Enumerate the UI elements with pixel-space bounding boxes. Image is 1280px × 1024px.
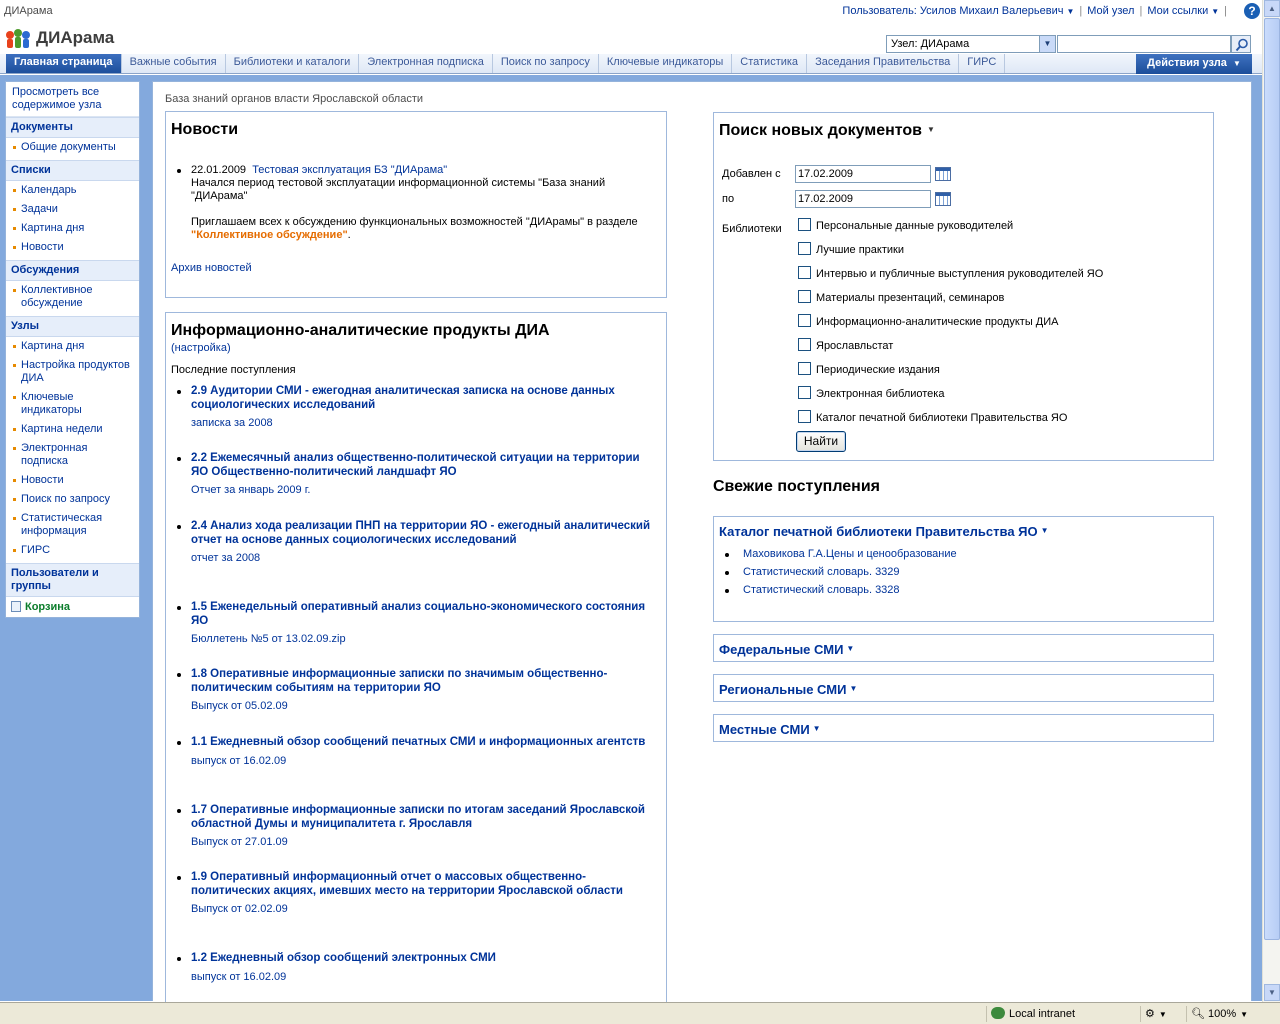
chevron-down-icon: ▼ — [1158, 1010, 1167, 1019]
library-checkbox[interactable] — [798, 290, 811, 303]
product-file-link[interactable]: записка за 2008 — [191, 417, 273, 429]
catalog-item-label: Статистический словарь. 3329 — [743, 566, 900, 578]
library-checkbox-row — [798, 362, 940, 378]
tab-query-search[interactable]: Поиск по запросу — [493, 54, 599, 73]
vertical-scrollbar[interactable] — [1262, 0, 1280, 1002]
library-checkbox[interactable] — [798, 410, 811, 423]
product-file-link[interactable]: Выпуск от 02.02.09 — [191, 903, 288, 915]
nav-header-discussions[interactable]: Обсуждения — [6, 260, 139, 281]
nav-item-site-statistics[interactable] — [6, 509, 139, 541]
regional-media-title-text: Региональные СМИ — [719, 682, 847, 697]
local-media-title-text: Местные СМИ — [719, 722, 810, 737]
library-label: Материалы презентаций, семинаров — [816, 292, 1005, 304]
product-file-link[interactable]: Отчет за январь 2009 г. — [191, 484, 311, 496]
nav-item-label: Задачи — [21, 203, 58, 215]
bullet-icon — [13, 227, 16, 230]
product-item — [191, 952, 656, 983]
chevron-down-icon[interactable]: ▼ — [1039, 36, 1055, 52]
site-actions-label: Действия узла — [1147, 57, 1227, 69]
top-navigation — [0, 54, 1262, 74]
tab-girs[interactable]: ГИРС — [959, 54, 1005, 73]
search-input[interactable] — [1057, 35, 1231, 53]
library-label: Каталог печатной библиотеки Правительства ЯО — [816, 412, 1068, 424]
news-body-2 — [191, 216, 656, 242]
recycle-bin-icon — [11, 601, 21, 612]
product-item — [191, 520, 656, 564]
catalog-item-link[interactable] — [743, 566, 900, 578]
nav-item-site-dia-settings[interactable] — [6, 356, 139, 388]
bullet-icon — [13, 208, 16, 211]
nav-item-label: Картина недели — [21, 423, 103, 435]
library-label: Электронная библиотека — [816, 388, 945, 400]
products-webpart — [165, 312, 667, 1012]
library-checkbox[interactable] — [798, 386, 811, 399]
nav-item-label: Электронная подписка — [21, 442, 88, 467]
library-checkbox-row — [798, 386, 944, 402]
bullet-icon — [13, 428, 16, 431]
news-headline-link[interactable]: Тестовая эксплуатация БЗ "ДИАрама" — [252, 164, 448, 176]
bullet-icon — [725, 571, 729, 575]
product-file-link[interactable]: отчет за 2008 — [191, 552, 261, 564]
chevron-down-icon: ▼ — [1232, 59, 1241, 68]
federal-media-title[interactable] — [719, 642, 854, 657]
library-checkbox-row — [798, 314, 1058, 330]
library-checkbox-row — [798, 218, 1013, 234]
separator: | — [1139, 5, 1143, 17]
nav-header-people-groups[interactable]: Пользователи и группы — [6, 563, 139, 596]
site-title[interactable]: ДИАрама — [36, 28, 115, 47]
catalog-title-text: Каталог печатной библиотеки Правительства ЯО — [719, 524, 1038, 539]
news-body-2-end: . — [347, 229, 351, 241]
product-title-link[interactable]: 2.2 Ежемесячный анализ общественно-политической ситуации на территории ЯО Общественно-политический ландшафт ЯО — [191, 452, 640, 478]
nav-item-site-news[interactable] — [6, 471, 139, 490]
gear-icon: ⚙ — [1145, 1008, 1155, 1020]
top-bar — [0, 0, 1262, 24]
zoom-icon: 🔍︎ — [1191, 1008, 1205, 1020]
tab-e-subscription[interactable]: Электронная подписка — [359, 54, 493, 73]
breadcrumb: База знаний органов власти Ярославской области — [165, 93, 424, 105]
nav-header-sites[interactable]: Узлы — [6, 316, 139, 337]
bullet-icon — [177, 457, 181, 461]
nav-item-news[interactable] — [6, 238, 139, 257]
page-frame — [0, 75, 1262, 1001]
search-icon — [1235, 38, 1249, 52]
bullet-icon — [13, 189, 16, 192]
product-title-link[interactable]: 2.4 Анализ хода реализации ПНП на территории ЯО - ежегодный аналитический отчет на основе данных социологических исследований — [191, 520, 651, 546]
zoom-control[interactable] — [1186, 1006, 1262, 1022]
catalog-item-label: Маховикова Г.А.Цены и ценообразование — [743, 548, 957, 560]
nav-item-calendar[interactable] — [6, 181, 139, 200]
tab-libraries[interactable]: Библиотеки и каталоги — [226, 54, 360, 73]
security-zone — [986, 1006, 1136, 1022]
nav-item-shared-documents[interactable] — [6, 138, 139, 157]
library-checkbox[interactable] — [798, 314, 811, 327]
recent-label: Последние поступления — [171, 364, 296, 376]
product-title-link[interactable]: 1.5 Еженедельный оперативный анализ социально-экономического состояния ЯО — [191, 601, 646, 627]
libraries-label: Библиотеки — [722, 223, 782, 235]
status-bar — [0, 1002, 1280, 1024]
product-file-link[interactable]: Выпуск от 05.02.09 — [191, 700, 288, 712]
bullet-icon — [13, 517, 16, 520]
nav-item-label: Картина дня — [21, 340, 85, 352]
news-body-2-text: Приглашаем всех к обсуждению функциональных возможностей "ДИАрамы" в разделе — [191, 216, 638, 228]
nav-item-site-week-picture[interactable] — [6, 420, 139, 439]
bullet-icon — [177, 673, 181, 677]
tab-key-indicators[interactable]: Ключевые индикаторы — [599, 54, 732, 73]
product-title-link[interactable]: 1.1 Ежедневный обзор сообщений печатных СМИ и информационных агентств — [191, 736, 646, 748]
catalog-item-label: Статистический словарь. 3328 — [743, 584, 900, 596]
federal-media-webpart — [713, 634, 1214, 662]
search-docs-title[interactable] — [719, 122, 935, 140]
nav-item-label: Новости — [21, 474, 64, 486]
product-item — [191, 736, 656, 767]
local-media-webpart — [713, 714, 1214, 742]
search-new-documents-webpart — [713, 112, 1214, 461]
user-area — [842, 5, 1232, 17]
search-button[interactable] — [1231, 35, 1251, 53]
fresh-title: Свежие поступления — [713, 478, 880, 495]
bullet-icon — [177, 390, 181, 394]
tab-government-meetings[interactable]: Заседания Правительства — [807, 54, 959, 73]
collective-discussion-link[interactable]: "Коллективное обсуждение" — [191, 229, 348, 241]
product-title-link[interactable]: 1.2 Ежедневный обзор сообщений электронных СМИ — [191, 952, 496, 964]
product-title-link[interactable]: 2.9 Аудитории СМИ - ежегодная аналитическая записка на основе данных социологических исследований — [191, 385, 615, 411]
catalog-webpart — [713, 516, 1214, 622]
news-webpart — [165, 111, 667, 298]
added-from-label: Добавлен с — [722, 168, 781, 180]
search-scope-select[interactable] — [886, 35, 1056, 53]
bullet-icon — [13, 549, 16, 552]
main-content — [152, 81, 1252, 1001]
bullet-icon — [13, 246, 16, 249]
library-checkbox[interactable] — [798, 266, 811, 279]
chevron-down-icon: ▼ — [1211, 7, 1220, 16]
product-title-link[interactable]: 1.9 Оперативный информационный отчет о массовых общественно-политических акциях, имевших место на территории Ярославской области — [191, 871, 623, 897]
to-input[interactable]: 17.02.2009 — [795, 190, 931, 208]
library-label: Интервью и публичные выступления руководителей ЯО — [816, 268, 1104, 280]
product-file-link[interactable]: выпуск от 16.02.09 — [191, 754, 287, 767]
to-label: по — [722, 193, 735, 205]
calendar-icon[interactable] — [935, 192, 951, 206]
scroll-down-arrow-icon[interactable]: ▼ — [1264, 984, 1280, 1001]
regional-media-title[interactable] — [719, 682, 857, 697]
library-checkbox-row — [798, 410, 1067, 426]
news-title: Новости — [171, 121, 239, 138]
protected-mode[interactable] — [1140, 1006, 1182, 1022]
catalog-item-link[interactable] — [743, 584, 900, 596]
nav-item-site-girs[interactable] — [6, 541, 139, 560]
nav-item-day-picture[interactable] — [6, 219, 139, 238]
library-checkbox[interactable] — [798, 362, 811, 375]
bullet-icon — [177, 876, 181, 880]
recycle-bin-link[interactable] — [6, 596, 139, 617]
nav-item-label: Коллективное обсуждение — [21, 284, 93, 309]
product-item — [191, 601, 656, 645]
my-site-link[interactable]: Мой узел — [1087, 5, 1135, 17]
chevron-down-icon: ▼ — [812, 724, 821, 733]
bullet-icon — [13, 447, 16, 450]
header — [0, 24, 1262, 54]
recycle-bin-label: Корзина — [25, 601, 70, 613]
nav-item-site-day-picture[interactable] — [6, 337, 139, 356]
my-links-label: Мои ссылки — [1147, 5, 1209, 17]
product-file-link[interactable]: Выпуск от 27.01.09 — [191, 836, 288, 848]
search-docs-title-text: Поиск новых документов — [719, 122, 922, 139]
products-title: Информационно-аналитические продукты ДИА — [171, 322, 550, 339]
products-settings-link[interactable]: (настройка) — [171, 342, 231, 354]
nav-item-site-e-subscription[interactable] — [6, 439, 139, 471]
product-file-link[interactable]: Бюллетень №5 от 13.02.09.zip — [191, 633, 346, 645]
news-date: 22.01.2009 — [191, 164, 247, 176]
find-button[interactable]: Найти — [796, 431, 846, 452]
zone-label: Local intranet — [1009, 1008, 1076, 1020]
nav-item-label: Поиск по запросу — [21, 493, 111, 505]
chevron-down-icon: ▼ — [846, 644, 855, 653]
user-menu[interactable] — [842, 5, 1074, 17]
bullet-icon — [13, 498, 16, 501]
bullet-icon — [13, 289, 16, 292]
people-logo-icon — [6, 29, 30, 49]
zoom-value: 100% — [1208, 1008, 1237, 1020]
my-links-menu[interactable] — [1147, 5, 1219, 17]
product-item — [191, 804, 656, 848]
library-checkbox[interactable] — [798, 218, 811, 231]
news-archive-link[interactable]: Архив новостей — [171, 262, 252, 274]
nav-header-documents[interactable]: Документы — [6, 117, 139, 138]
nav-header-lists[interactable]: Списки — [6, 160, 139, 181]
library-checkbox-row — [798, 290, 1004, 306]
library-label: Лучшие практики — [816, 244, 904, 256]
search-scope-value: Узел: ДИАрама — [891, 38, 970, 50]
library-checkbox-row — [798, 338, 893, 354]
bullet-icon — [725, 589, 729, 593]
nav-item-site-key-indicators[interactable] — [6, 388, 139, 420]
nav-item-label: ГИРС — [21, 544, 51, 556]
regional-media-webpart — [713, 674, 1214, 702]
nav-item-label: Настройка продуктов ДИА — [21, 359, 130, 384]
library-label: Персональные данные руководителей — [816, 220, 1014, 232]
bullet-icon — [177, 525, 181, 529]
chevron-down-icon: ▼ — [1066, 7, 1075, 16]
nav-item-label: Общие документы — [21, 141, 116, 153]
bullet-icon — [13, 479, 16, 482]
product-item — [191, 452, 656, 496]
library-checkbox-row — [798, 266, 1103, 282]
chevron-down-icon: ▼ — [927, 125, 935, 134]
news-item — [191, 164, 656, 242]
product-item — [191, 668, 656, 712]
federal-media-title-text: Федеральные СМИ — [719, 642, 844, 657]
bullet-icon — [177, 169, 181, 173]
bullet-icon — [13, 396, 16, 399]
bullet-icon — [725, 553, 729, 557]
catalog-item-link[interactable] — [743, 548, 957, 560]
quick-launch — [5, 81, 140, 618]
view-all-content-link[interactable]: Просмотреть все содержимое узла — [6, 82, 139, 117]
library-checkbox-row — [798, 242, 904, 258]
product-title-link[interactable]: 1.8 Оперативные информационные записки по значимым общественно-политическим событиям на территории ЯО — [191, 668, 608, 694]
library-label: Информационно-аналитические продукты ДИА — [816, 316, 1059, 328]
nav-item-label: Статистическая информация — [21, 512, 103, 537]
user-label: Пользователь: Усилов Михаил Валерьевич — [842, 5, 1064, 17]
nav-item-tasks[interactable] — [6, 200, 139, 219]
chevron-down-icon: ▼ — [1240, 1010, 1249, 1019]
bullet-icon — [13, 345, 16, 348]
bullet-icon — [177, 809, 181, 813]
tab-statistics[interactable]: Статистика — [732, 54, 807, 73]
product-file-link[interactable]: выпуск от 16.02.09 — [191, 970, 287, 983]
added-from-input[interactable]: 17.02.2009 — [795, 165, 931, 183]
local-media-title[interactable] — [719, 722, 821, 737]
bullet-icon — [177, 606, 181, 610]
globe-icon — [991, 1007, 1005, 1019]
news-body-1: Начался период тестовой эксплуатации информационной системы "База знаний "ДИАрама" — [191, 177, 606, 202]
bullet-icon — [177, 741, 181, 745]
site-label: ДИАрама — [4, 5, 53, 17]
nav-item-site-query-search[interactable] — [6, 490, 139, 509]
scrollbar-thumb[interactable] — [1264, 18, 1280, 940]
library-label: Ярославльстат — [816, 340, 894, 352]
nav-item-collective-discussion[interactable] — [6, 281, 139, 313]
nav-item-label: Ключевые индикаторы — [21, 391, 82, 416]
nav-item-label: Картина дня — [21, 222, 85, 234]
nav-item-label: Новости — [21, 241, 64, 253]
tab-important-events[interactable]: Важные события — [122, 54, 226, 73]
separator: | — [1224, 5, 1227, 17]
bullet-icon — [177, 957, 181, 961]
separator: | — [1079, 5, 1083, 17]
chevron-down-icon: ▼ — [849, 684, 858, 693]
product-item — [191, 871, 656, 915]
help-icon[interactable]: ? — [1244, 3, 1260, 19]
library-checkbox[interactable] — [798, 242, 811, 255]
site-actions-menu[interactable] — [1136, 54, 1252, 74]
bullet-icon — [13, 146, 16, 149]
library-checkbox[interactable] — [798, 338, 811, 351]
scroll-up-arrow-icon[interactable]: ▲ — [1264, 0, 1280, 17]
product-item — [191, 385, 656, 429]
library-label: Периодические издания — [816, 364, 940, 376]
tab-home[interactable]: Главная страница — [6, 54, 122, 73]
catalog-title[interactable] — [719, 524, 1049, 539]
chevron-down-icon: ▼ — [1040, 526, 1049, 535]
nav-item-label: Календарь — [21, 184, 77, 196]
calendar-icon[interactable] — [935, 167, 951, 181]
product-title-link[interactable]: 1.7 Оперативные информационные записки по итогам заседаний Ярославской областной Думы и муниципалитета г. Ярославля — [191, 804, 645, 830]
bullet-icon — [13, 364, 16, 367]
